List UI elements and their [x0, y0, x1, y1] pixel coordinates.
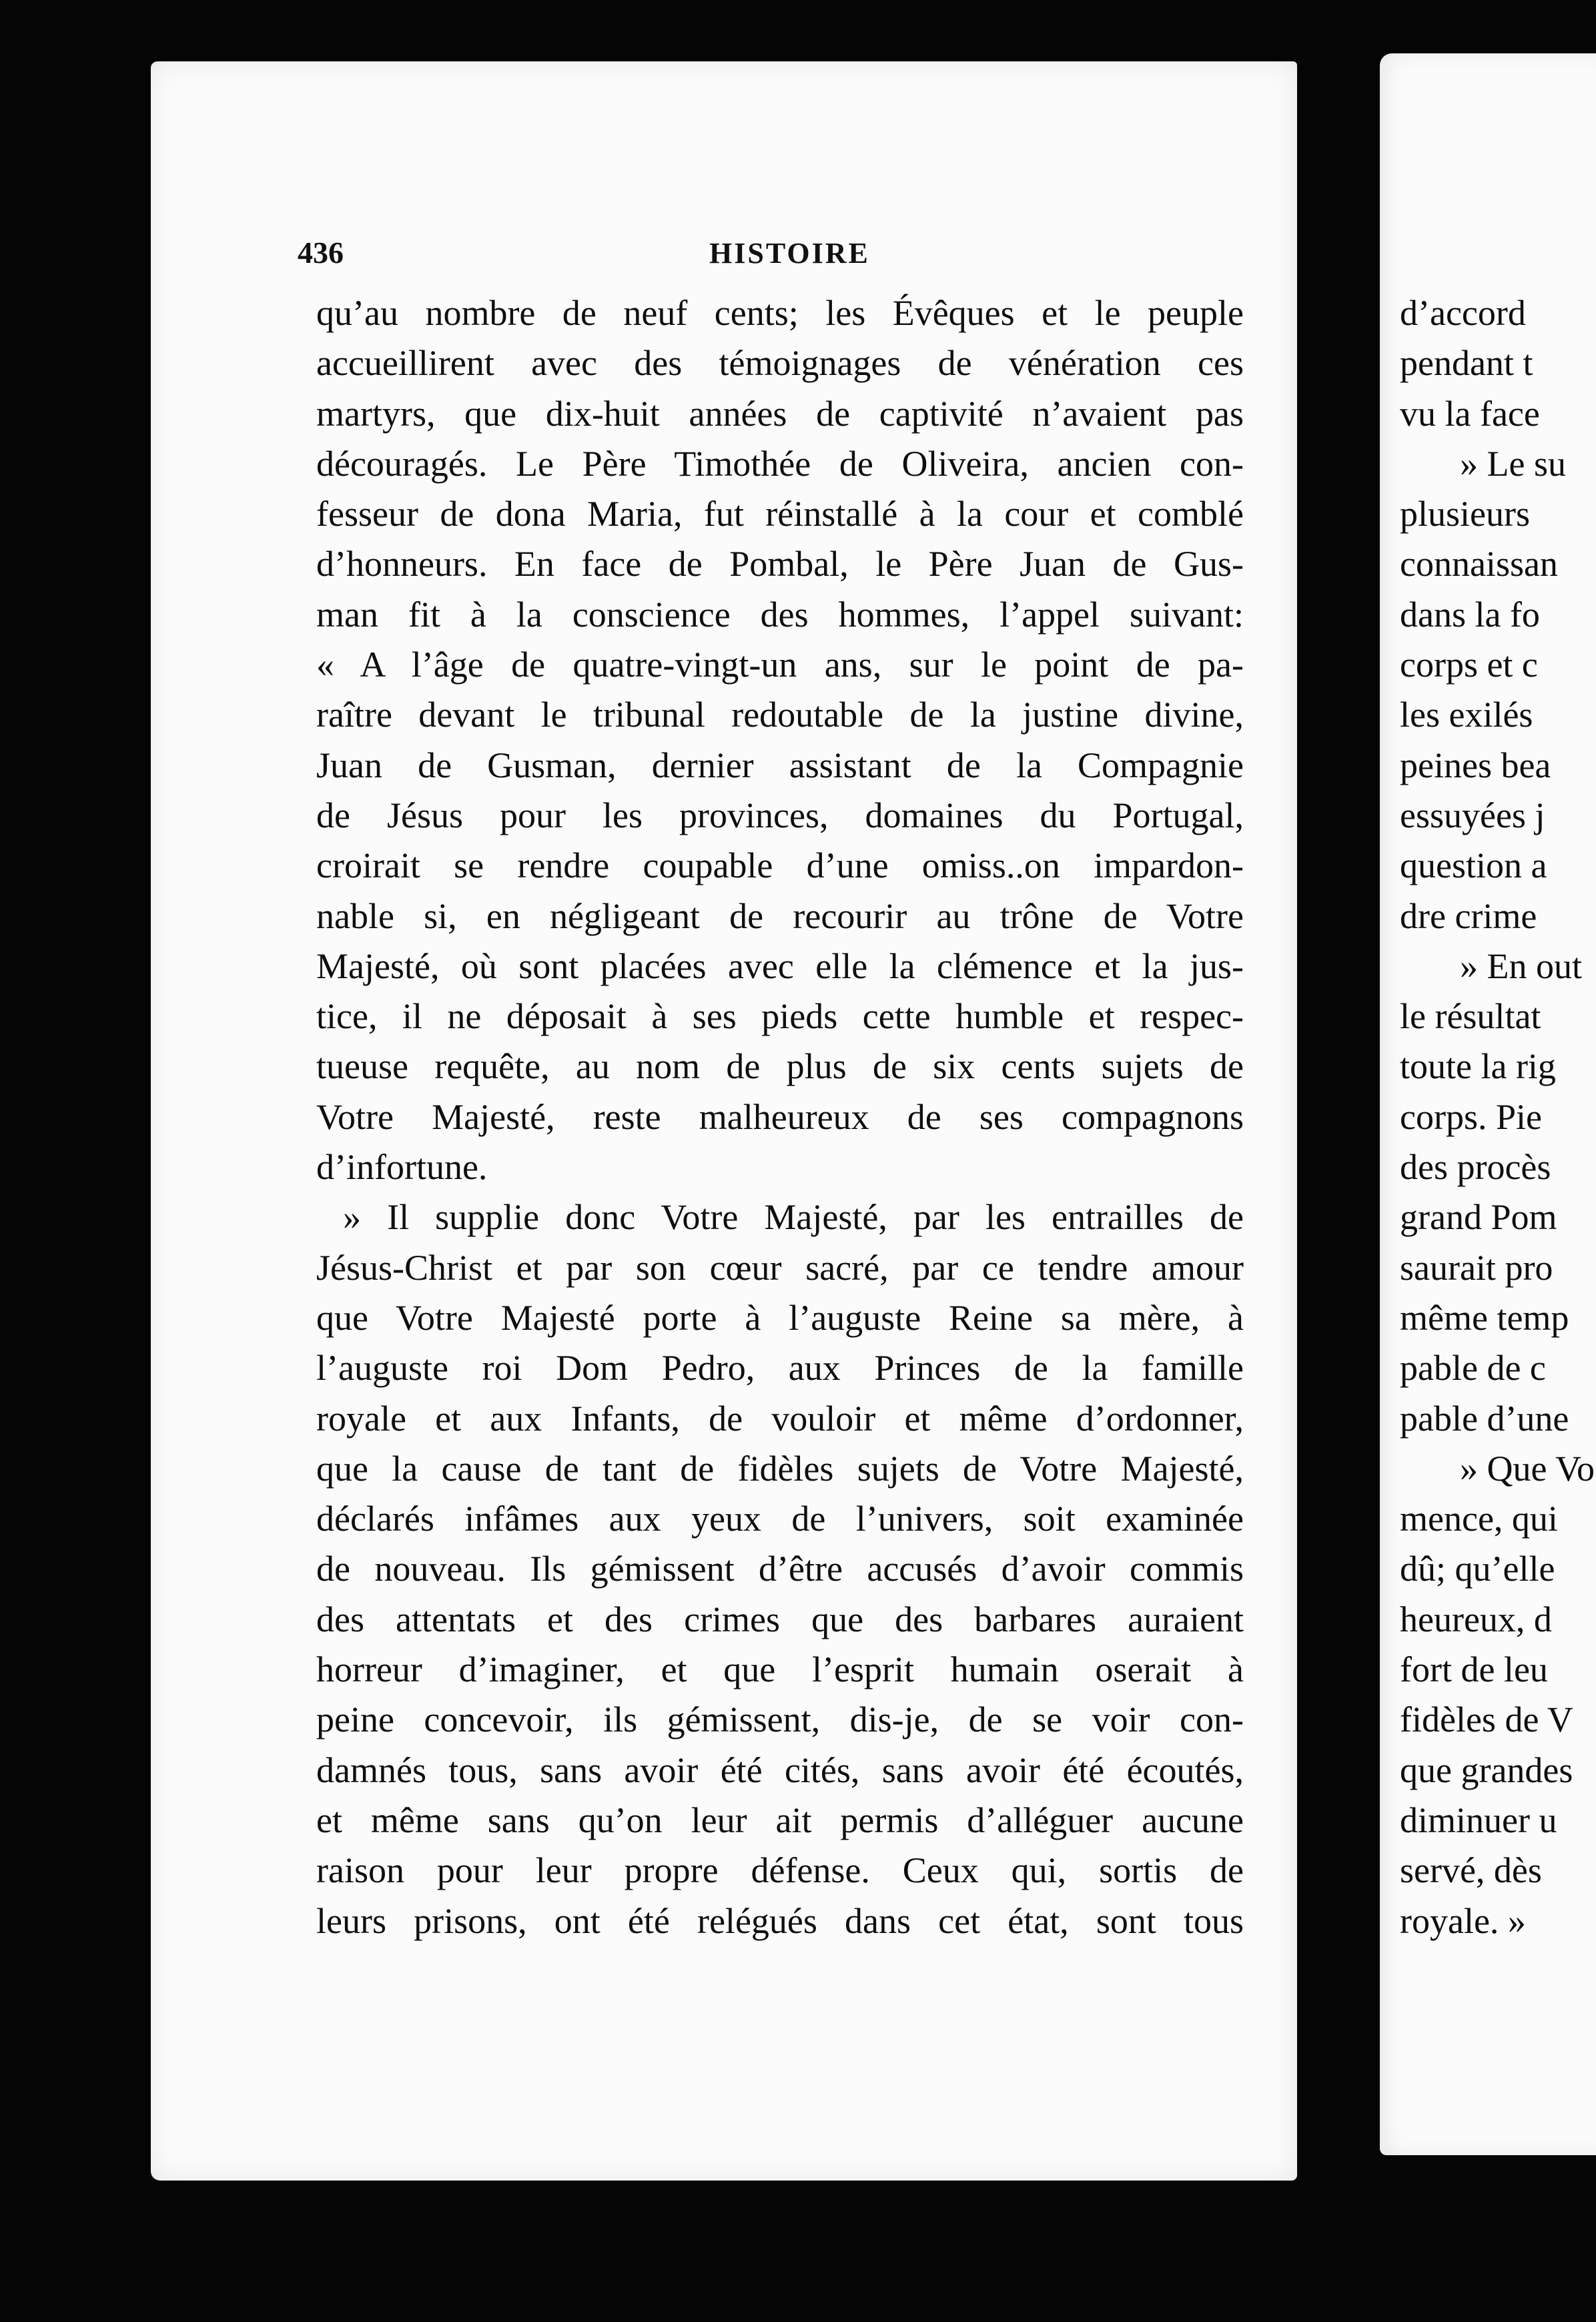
- text-line: découragés. Le Père Timothée de Oliveira, ancien con-: [316, 443, 1244, 484]
- text-line: servé, dès: [1400, 1850, 1542, 1891]
- text-line: heureux, d: [1400, 1599, 1552, 1639]
- text-line: mence, qui: [1400, 1499, 1558, 1539]
- running-title: HISTOIRE: [709, 237, 870, 270]
- text-line: des procès: [1400, 1147, 1551, 1188]
- text-line: que grandes: [1400, 1750, 1573, 1790]
- left-page-body-text: [316, 288, 1244, 1946]
- text-line: raison pour leur propre défense. Ceux qui, sortis de: [316, 1850, 1244, 1891]
- text-line: nable si, en négligeant de recourir au trône de Votre: [316, 895, 1244, 936]
- text-line: d’infortune.: [316, 1147, 488, 1188]
- text-line: fidèles de V: [1400, 1699, 1573, 1740]
- text-line: le résultat: [1400, 996, 1541, 1037]
- text-line: corps. Pie: [1400, 1096, 1542, 1137]
- text-line: de nouveau. Ils gémissent d’être accusés d’avoir commis: [316, 1549, 1244, 1589]
- text-line: dans la fo: [1400, 594, 1540, 635]
- text-line: pable d’une: [1400, 1398, 1569, 1439]
- text-line: Votre Majesté, reste malheureux de ses compagnons: [316, 1096, 1244, 1137]
- text-line: horreur d’imaginer, et que l’esprit humain oserait à: [316, 1649, 1244, 1690]
- text-line: dû; qu’elle: [1400, 1549, 1555, 1589]
- page-gutter: [1297, 61, 1380, 2181]
- text-line: croirait se rendre coupable d’une omiss..on impardon-: [316, 845, 1244, 886]
- text-line: d’accord: [1400, 293, 1526, 333]
- text-line: royale et aux Infants, de vouloir et même d’ordonner,: [316, 1398, 1244, 1439]
- text-line: Jésus-Christ et par son cœur sacré, par ce tendre amour: [316, 1247, 1244, 1288]
- text-line: pable de c: [1400, 1348, 1546, 1389]
- text-line: damnés tous, sans avoir été cités, sans avoir été écoutés,: [316, 1750, 1244, 1790]
- text-line: tice, il ne déposait à ses pieds cette humble et respec-: [316, 996, 1244, 1037]
- text-line: même temp: [1400, 1297, 1569, 1338]
- text-line: et même sans qu’on leur ait permis d’alléguer aucune: [316, 1800, 1244, 1840]
- text-line: raître devant le tribunal redoutable de la justine divine,: [316, 695, 1244, 735]
- page-number: 436: [298, 236, 344, 270]
- text-line: fesseur de dona Maria, fut réinstallé à la cour et comblé: [316, 494, 1244, 534]
- text-line: royale. »: [1400, 1900, 1526, 1941]
- text-line: corps et c: [1400, 645, 1538, 685]
- text-line: que Votre Majesté porte à l’auguste Reine sa mère, à: [316, 1297, 1244, 1338]
- text-line: plusieurs: [1400, 494, 1530, 534]
- text-line: toute la rig: [1400, 1046, 1556, 1087]
- text-line: peines bea: [1400, 745, 1551, 785]
- text-line: man fit à la conscience des hommes, l’appel suivant:: [316, 594, 1244, 635]
- text-line: d’honneurs. En face de Pombal, le Père Juan de Gus-: [316, 544, 1244, 585]
- text-line: martyrs, que dix-huit années de captivité n’avaient pas: [316, 393, 1244, 434]
- text-line: de Jésus pour les provinces, domaines du Portugal,: [316, 795, 1244, 835]
- text-line: les exilés: [1400, 695, 1533, 735]
- text-line: vu la face: [1400, 393, 1540, 434]
- text-line: l’auguste roi Dom Pedro, aux Princes de la famille: [316, 1348, 1244, 1389]
- text-line: que la cause de tant de fidèles sujets de Votre Majesté,: [316, 1448, 1244, 1489]
- text-line: déclarés infâmes aux yeux de l’univers, soit examinée: [316, 1499, 1244, 1539]
- text-line: grand Pom: [1400, 1197, 1557, 1238]
- text-line: dre crime: [1400, 895, 1537, 936]
- running-head: [298, 235, 1252, 282]
- text-line: tueuse requête, au nom de plus de six cents sujets de: [316, 1046, 1244, 1087]
- text-line: des attentats et des crimes que des barbares auraient: [316, 1599, 1244, 1639]
- text-line: diminuer u: [1400, 1800, 1557, 1840]
- text-line: qu’au nombre de neuf cents; les Évêques et le peuple: [316, 293, 1244, 333]
- text-line: leurs prisons, ont été relégués dans cet état, sont tous: [316, 1900, 1244, 1941]
- text-line: essuyées j: [1400, 795, 1545, 835]
- text-line: « A l’âge de quatre-vingt-un ans, sur le point de pa-: [316, 645, 1244, 685]
- text-line: saurait pro: [1400, 1247, 1553, 1288]
- text-line: question a: [1400, 845, 1547, 886]
- text-line: Juan de Gusman, dernier assistant de la Compagnie: [316, 745, 1244, 785]
- text-line: peine concevoir, ils gémissent, dis-je, de se voir con-: [316, 1699, 1244, 1740]
- text-line: connaissan: [1400, 544, 1558, 585]
- text-line: » Il supplie donc Votre Majesté, par les entrailles de: [343, 1197, 1244, 1238]
- text-line: » Le su: [1460, 443, 1566, 484]
- right-page-body-text: [1400, 288, 1596, 1946]
- text-line: accueillirent avec des témoignages de vénération ces: [316, 343, 1244, 384]
- text-line: fort de leu: [1400, 1649, 1548, 1690]
- text-line: » Que Vo: [1460, 1448, 1595, 1489]
- text-line: pendant t: [1400, 343, 1533, 384]
- text-line: » En out: [1460, 945, 1582, 986]
- text-line: Majesté, où sont placées avec elle la clémence et la jus-: [316, 945, 1244, 986]
